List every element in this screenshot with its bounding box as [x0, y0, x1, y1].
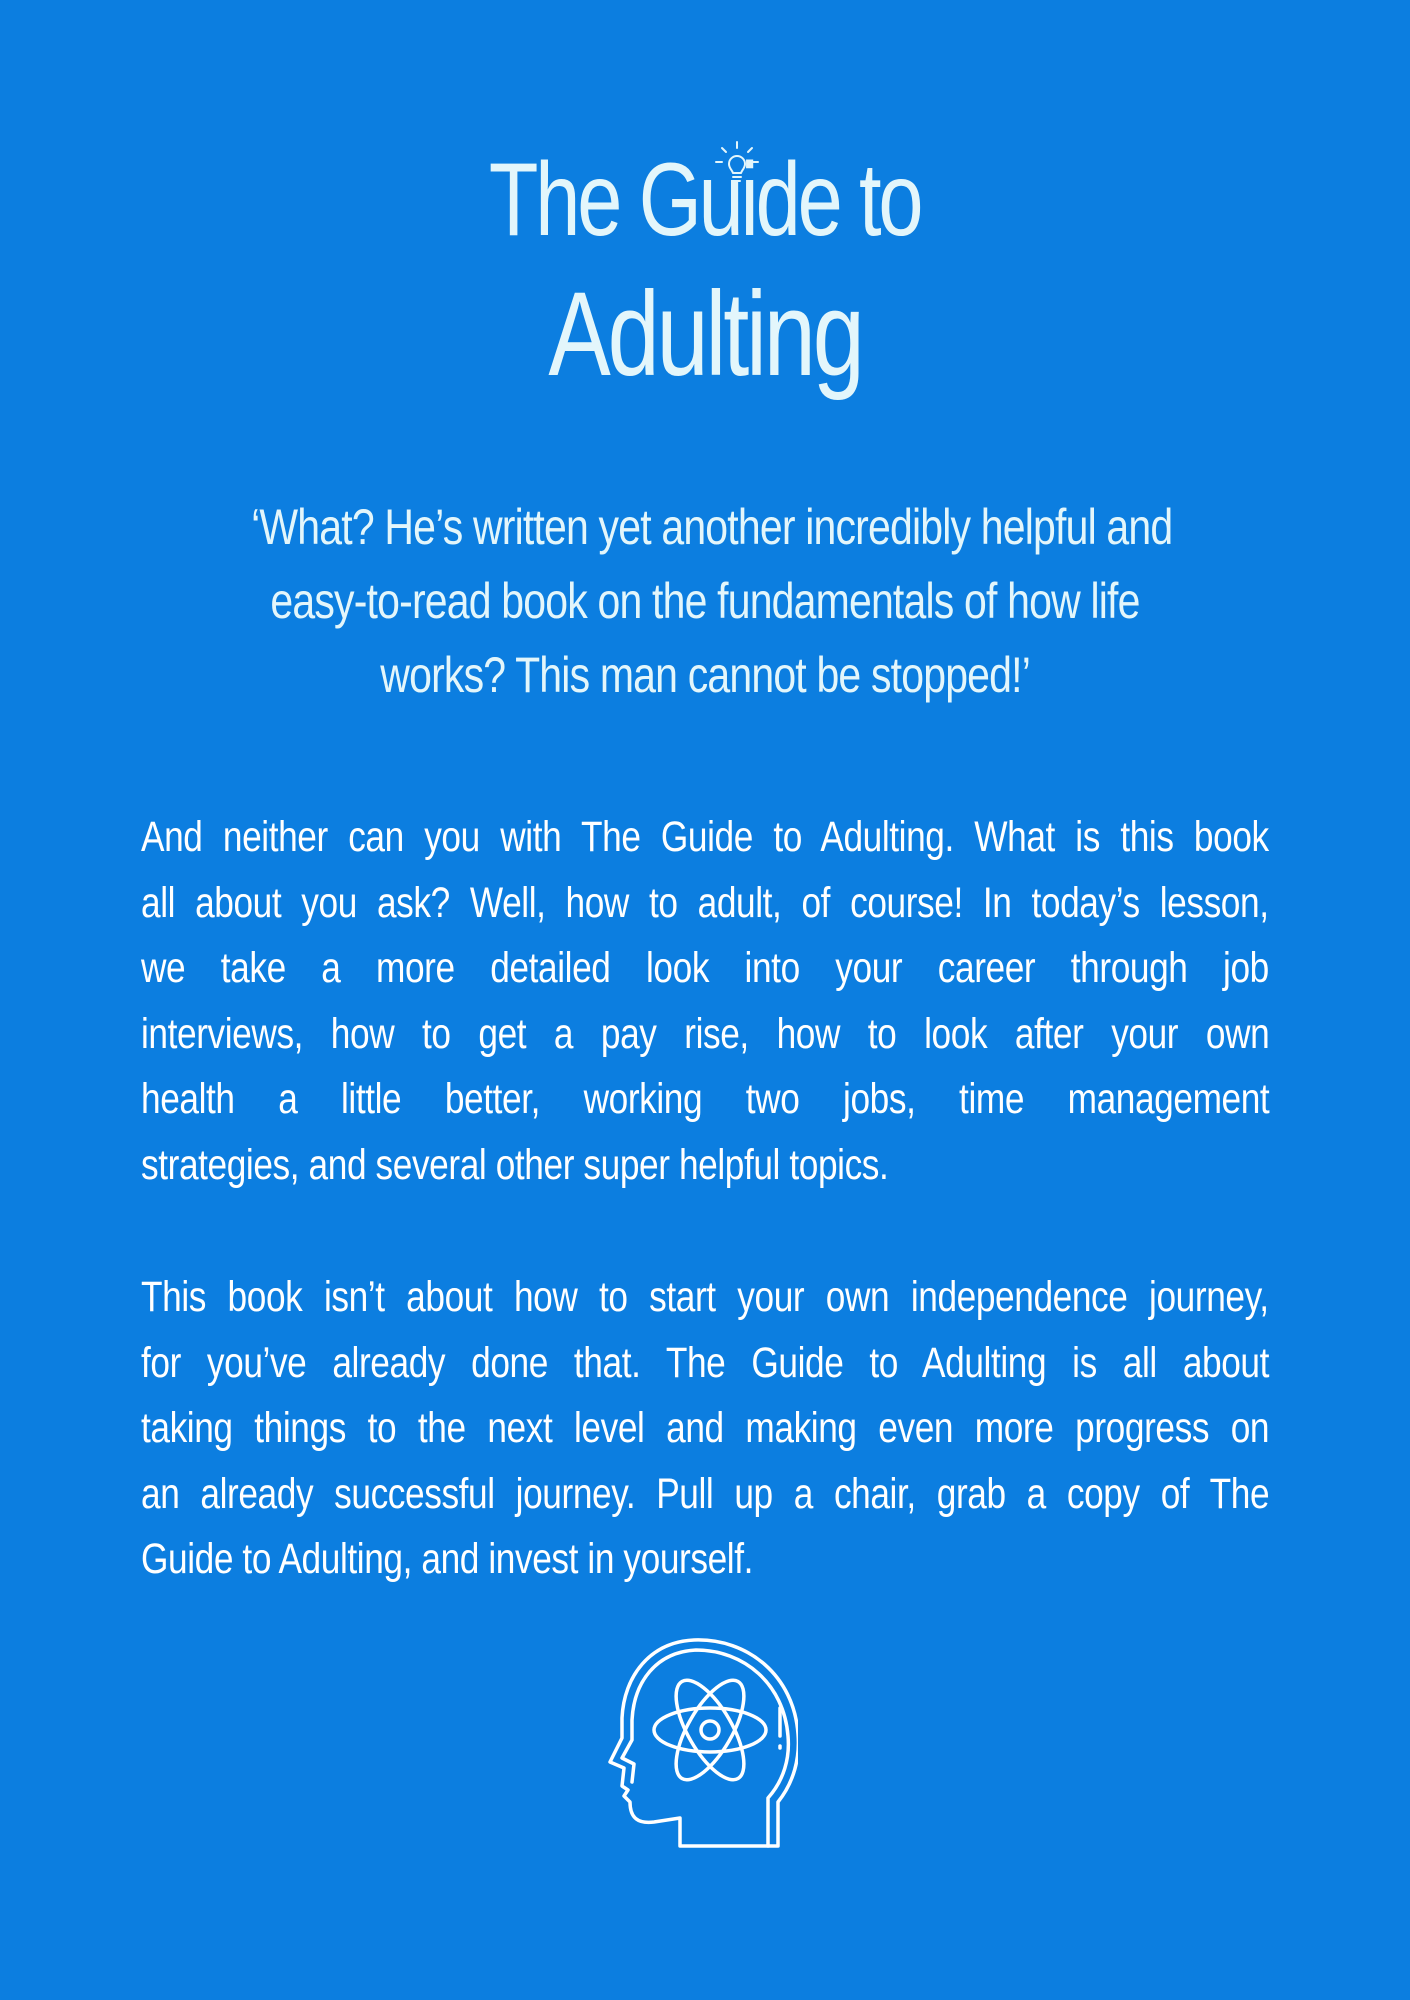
paragraph-line-text [141, 1067, 1269, 1133]
word: working [583, 1075, 703, 1123]
word: management [1067, 1075, 1270, 1123]
word: neither [222, 813, 328, 861]
paragraph-line-text [141, 1002, 1269, 1068]
word: a [793, 1469, 813, 1518]
word: isn’t [323, 1273, 385, 1321]
word: book [227, 1273, 303, 1321]
word: things [254, 1404, 346, 1452]
word: copy [1066, 1469, 1140, 1518]
word: Pull [656, 1469, 714, 1518]
paragraph-line-text [141, 805, 1269, 871]
word: pay [600, 1009, 657, 1058]
word: independence [910, 1273, 1128, 1321]
paragraph-line-text: Guide to Adulting, and invest in yourself. [141, 1535, 753, 1583]
word: better, [444, 1075, 540, 1123]
paragraph-line [141, 1331, 1269, 1397]
word: all [141, 878, 176, 927]
word: you [301, 878, 357, 927]
paragraph-line [141, 1462, 1269, 1528]
paragraph-line [141, 1067, 1269, 1133]
word: This [141, 1273, 206, 1321]
word: to [869, 1338, 898, 1387]
word: about [406, 1273, 493, 1321]
word: health [141, 1075, 235, 1123]
word: the [417, 1404, 466, 1452]
word: interviews, [141, 1009, 304, 1058]
word: jobs, [843, 1075, 916, 1123]
word: how [776, 1009, 841, 1058]
head-atom-icon [608, 1632, 798, 1864]
word: to [773, 813, 802, 861]
paragraph-line-text [141, 1396, 1269, 1462]
paragraph-line [141, 1396, 1269, 1462]
word: of [801, 878, 831, 927]
word: about [195, 878, 282, 927]
paragraph-line [141, 1002, 1269, 1068]
word: to [598, 1273, 628, 1321]
word: level [573, 1404, 645, 1452]
word: your [737, 1273, 805, 1321]
word: your [835, 944, 903, 992]
word: look [924, 1009, 988, 1058]
word: journey. [515, 1469, 636, 1518]
word: you [424, 813, 480, 861]
paragraph-line-text [141, 936, 1269, 1002]
word: time [959, 1075, 1025, 1123]
word: The [581, 813, 641, 861]
title-line-1: The Guide to [489, 142, 921, 258]
word: Well, [469, 878, 546, 927]
word: Adulting [922, 1338, 1047, 1387]
word: The [665, 1338, 726, 1387]
title-line-1-wrap [0, 140, 1410, 260]
word: next [487, 1404, 553, 1452]
word: book [1193, 813, 1269, 861]
title-block [0, 140, 1410, 404]
word: take [220, 944, 286, 992]
word: about [1182, 1338, 1270, 1387]
word: with [500, 813, 562, 861]
word: In [982, 878, 1012, 927]
paragraph-line-text: strategies, and several other super helpful topics. [141, 1140, 889, 1189]
word: progress [1075, 1404, 1210, 1452]
word: all [1122, 1338, 1157, 1387]
word: for [141, 1338, 181, 1387]
word: this [1120, 813, 1174, 861]
word: done [471, 1338, 548, 1387]
word: adult, [697, 878, 782, 927]
word: journey, [1149, 1273, 1269, 1321]
paragraph-line-text [141, 871, 1269, 937]
word: is [1072, 1338, 1097, 1387]
paragraph-line [141, 1133, 1269, 1199]
word: successful [334, 1469, 495, 1518]
word: after [1014, 1009, 1084, 1058]
word: making [745, 1404, 857, 1452]
paragraph-line [141, 871, 1269, 937]
word: your [1111, 1009, 1179, 1058]
quote-line: easy-to-read book on the fundamentals of how life [270, 573, 1140, 629]
word: how [513, 1273, 578, 1321]
word: What [974, 813, 1055, 861]
word: can [348, 813, 404, 861]
word: Guide [751, 1338, 844, 1387]
word: look [645, 944, 710, 992]
quote-block [150, 490, 1260, 712]
lightbulb-icon [714, 140, 760, 192]
word: an [141, 1469, 180, 1518]
word: grab [936, 1469, 1006, 1518]
word: taking [141, 1404, 233, 1452]
quote-line: works? This man cannot be stopped!’ [380, 647, 1030, 703]
word: even [878, 1404, 954, 1452]
paragraph-line-text [141, 1265, 1269, 1331]
word: already [332, 1338, 446, 1387]
word: is [1075, 813, 1100, 861]
title-line-2: Adulting [548, 267, 862, 401]
word: a [278, 1075, 298, 1123]
word: And [141, 813, 203, 861]
description-paragraph-1 [141, 805, 1269, 1198]
word: rise, [684, 1009, 749, 1058]
word: we [141, 944, 186, 992]
word: that. [573, 1338, 641, 1387]
word: how [565, 878, 629, 927]
word: get [478, 1009, 527, 1058]
word: career [937, 944, 1036, 992]
word: into [744, 944, 800, 992]
word: of [1160, 1469, 1190, 1518]
word: more [376, 944, 455, 992]
paragraph-line [141, 1527, 1269, 1593]
word: own [1205, 1009, 1270, 1058]
word: start [649, 1273, 716, 1321]
word: to [422, 1009, 451, 1058]
word: up [734, 1469, 773, 1518]
paragraph-line-text [141, 1462, 1269, 1528]
word: Adulting. [820, 813, 954, 861]
word: to [367, 1404, 397, 1452]
word: job [1223, 944, 1269, 992]
paragraph-line [141, 936, 1269, 1002]
quote-line: ‘What? He’s written yet another incredibly helpful and [251, 499, 1173, 555]
word: detailed [490, 944, 611, 992]
word: to [649, 878, 678, 927]
word: how [330, 1009, 395, 1058]
paragraph-line [141, 1265, 1269, 1331]
word: little [341, 1075, 402, 1123]
word: a [1026, 1469, 1046, 1518]
word: a [321, 944, 341, 992]
word: and [666, 1404, 724, 1452]
word: ask? [376, 878, 450, 927]
word: course! [850, 878, 963, 927]
word: already [200, 1469, 314, 1518]
word: two [745, 1075, 800, 1123]
word: a [553, 1009, 574, 1058]
paragraph-line-text [141, 1331, 1269, 1397]
word: you’ve [206, 1338, 307, 1387]
word: on [1230, 1404, 1270, 1452]
word: lesson, [1159, 878, 1269, 927]
word: Guide [660, 813, 753, 861]
paragraph-line [141, 805, 1269, 871]
word: The [1209, 1469, 1270, 1518]
word: own [825, 1273, 890, 1321]
word: more [974, 1404, 1054, 1452]
description-paragraph-2 [141, 1265, 1269, 1593]
word: through [1070, 944, 1188, 992]
word: today’s [1031, 878, 1140, 927]
word: chair, [833, 1469, 916, 1518]
word: to [867, 1009, 897, 1058]
